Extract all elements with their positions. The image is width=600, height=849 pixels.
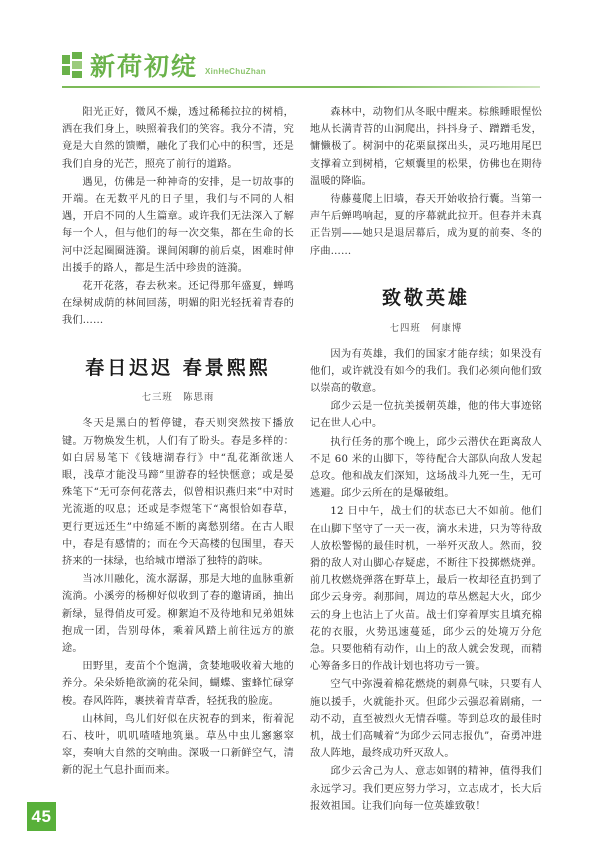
- paragraph: 空气中弥漫着棉花燃烧的刺鼻气味，只要有人施以援手，火就能扑灭。但邱少云强忍着剧痛，一动不动，直至被烈火无情吞噬。等到总攻的最佳时机，战士们高喊着“为邱少云同志报仇”，奋勇冲进敌人阵地，最终成功歼灭敌人。: [310, 679, 542, 760]
- paragraph: 执行任务的那个晚上，邱少云潜伏在距离敌人不足 60 米的山脚下，等待配合大部队向敌人发起总攻。他和战友们深知，这场战斗九死一生，无可逃避。邱少云所在的是爆破组。: [310, 436, 542, 500]
- right-column: [310, 104, 542, 816]
- paragraph: 12 日中午，战士们的状态已大不如前。他们在山脚下坚守了一天一夜，滴水未进，只为等待敌人放松警惕的最佳时机，一举歼灭敌人。然而，狡猾的敌人对山脚心存疑虑，不断往下投掷燃烧弹。前几枚燃烧弹落在野草上，最后一枚却径直扔到了邱少云身旁。刹那间，周边的草丛燃起大火，邱少云的身上也沾上了火苗。战士们穿着厚实且填充棉花的衣服，火势迅速蔓延，邱少云的处境万分危急。只要他稍有动作，山上的敌人就会发现，而精心筹备多日的作战计划也将功亏一篑。: [310, 506, 542, 673]
- masthead-divider: [62, 86, 540, 88]
- masthead-brand: [62, 52, 266, 80]
- article-columns: [0, 104, 600, 816]
- paragraph: 待藤蔓爬上旧墙，春天开始收拾行囊。当第一声午后蝉鸣响起，夏的序幕就此拉开。但春并未真正告别——她只是退居幕后，成为夏的前奏、冬的序曲……: [310, 194, 542, 257]
- paragraph: 邱少云舍己为人、意志如钢的精神，值得我们永远学习。我们更应努力学习，立志成才，长大后报效祖国。让我们向每一位英雄致敬！: [310, 766, 542, 812]
- paragraph: 因为有英雄，我们的国家才能存续；如果没有他们，或许就没有如今的我们。我们必须向他们致以崇高的敬意。: [310, 348, 542, 394]
- paragraph: 山林间，鸟儿们好似在庆祝春的到来，衔着泥石、枝叶，叽叽喳喳地筑巢。草丛中虫儿窸窸窣窣，奏响大自然的交响曲。深吸一口新鲜空气，清新的泥土气息扑面而来。: [62, 713, 294, 777]
- paragraph: 冬天是黑白的暂停键，春天则突然按下播放键。万物焕发生机，人们有了盼头。春是多样的：如白居易笔下《钱塘湖春行》中“乱花渐欲迷人眼，浅草才能没马蹄”里游春的轻快惬意；或是晏殊笔下“无可奈何花落去，似曾相识燕归来”中对时光流逝的叹息；还或是李煜笔下“离恨恰如春草，更行更远还生”中绵延不断的离愁别绪。在古人眼中，春是有感情的；而在今天高楼的包围里，春天挤来的一抹绿，也给城市增添了独特的韵味。: [62, 418, 294, 567]
- article-byline-spring: 七三班 陈思雨: [141, 392, 215, 404]
- page-masthead: [0, 52, 600, 96]
- article-title-hero: 致敬英雄: [381, 286, 470, 309]
- paragraph: 森林中，动物们从冬眠中醒来。棕熊睡眼惺忪地从长满青苔的山洞爬出，抖抖身子、蹭蹭毛发，慵懒极了。树洞中的花栗鼠探出头，灵巧地用尾巴支撑着立到树梢，它颊囊里的松果，仿佛也在期待温暖的降临。: [310, 107, 542, 187]
- paragraph: 花开花落，春去秋来。还记得那年盛夏，蝉鸣在绿树成荫的林间回荡，明媚的阳光轻抚着青春的我们……: [62, 281, 294, 327]
- paragraph: 遇见，仿佛是一种神奇的安排，是一切故事的开端。在无数平凡的日子里，我们与不同的人相遇，开启不同的人生篇章。或许我们无法深入了解每一个人，但与他们的每一次交集，都在生命的长河中泛起圈圈涟漪。课间闲聊的前后桌，困难时伸出援手的路人，都是生活中珍贵的涟漪。: [62, 176, 294, 274]
- article-title-spring: 春日迟迟 春景熙熙: [85, 356, 271, 379]
- leaf-blocks-logo-icon: [62, 52, 84, 78]
- paragraph: 阳光正好，微风不燥，透过稀稀拉拉的树梢，洒在我们身上，映照着我们的笑容。我分不清，究竟是大自然的馈赠，融化了我们心中的积雪，还是我们自身的光芒，照亮了前行的道路。: [62, 107, 294, 170]
- masthead-title: 新荷初绽: [90, 52, 199, 81]
- paragraph: 田野里，麦苗个个饱满，贪婪地吸收着大地的养分。朵朵娇艳欲滴的花朵间，蝴蝶、蜜蜂忙碌穿梭。春风阵阵，裹挟着青草香，轻抚我的脸庞。: [62, 661, 294, 707]
- paragraph: 邱少云是一位抗美援朝英雄，他的伟大事迹铭记在世人心中。: [310, 401, 542, 430]
- left-column: [62, 104, 294, 816]
- paragraph: 当冰川融化，流水潺潺，那是大地的血脉重新流淌。小溪旁的杨柳好似收到了春的邀请函，抽出新绿，显得俏皮可爱。柳絮迫不及待地和兄弟姐妹抱成一团，告别母体，乘着风踏上前往远方的旅途。: [62, 574, 294, 654]
- masthead-pinyin: XinHeChuZhan: [205, 67, 266, 76]
- page-number-badge: 45: [27, 802, 56, 831]
- article-byline-hero: 七四班 何康博: [389, 322, 463, 334]
